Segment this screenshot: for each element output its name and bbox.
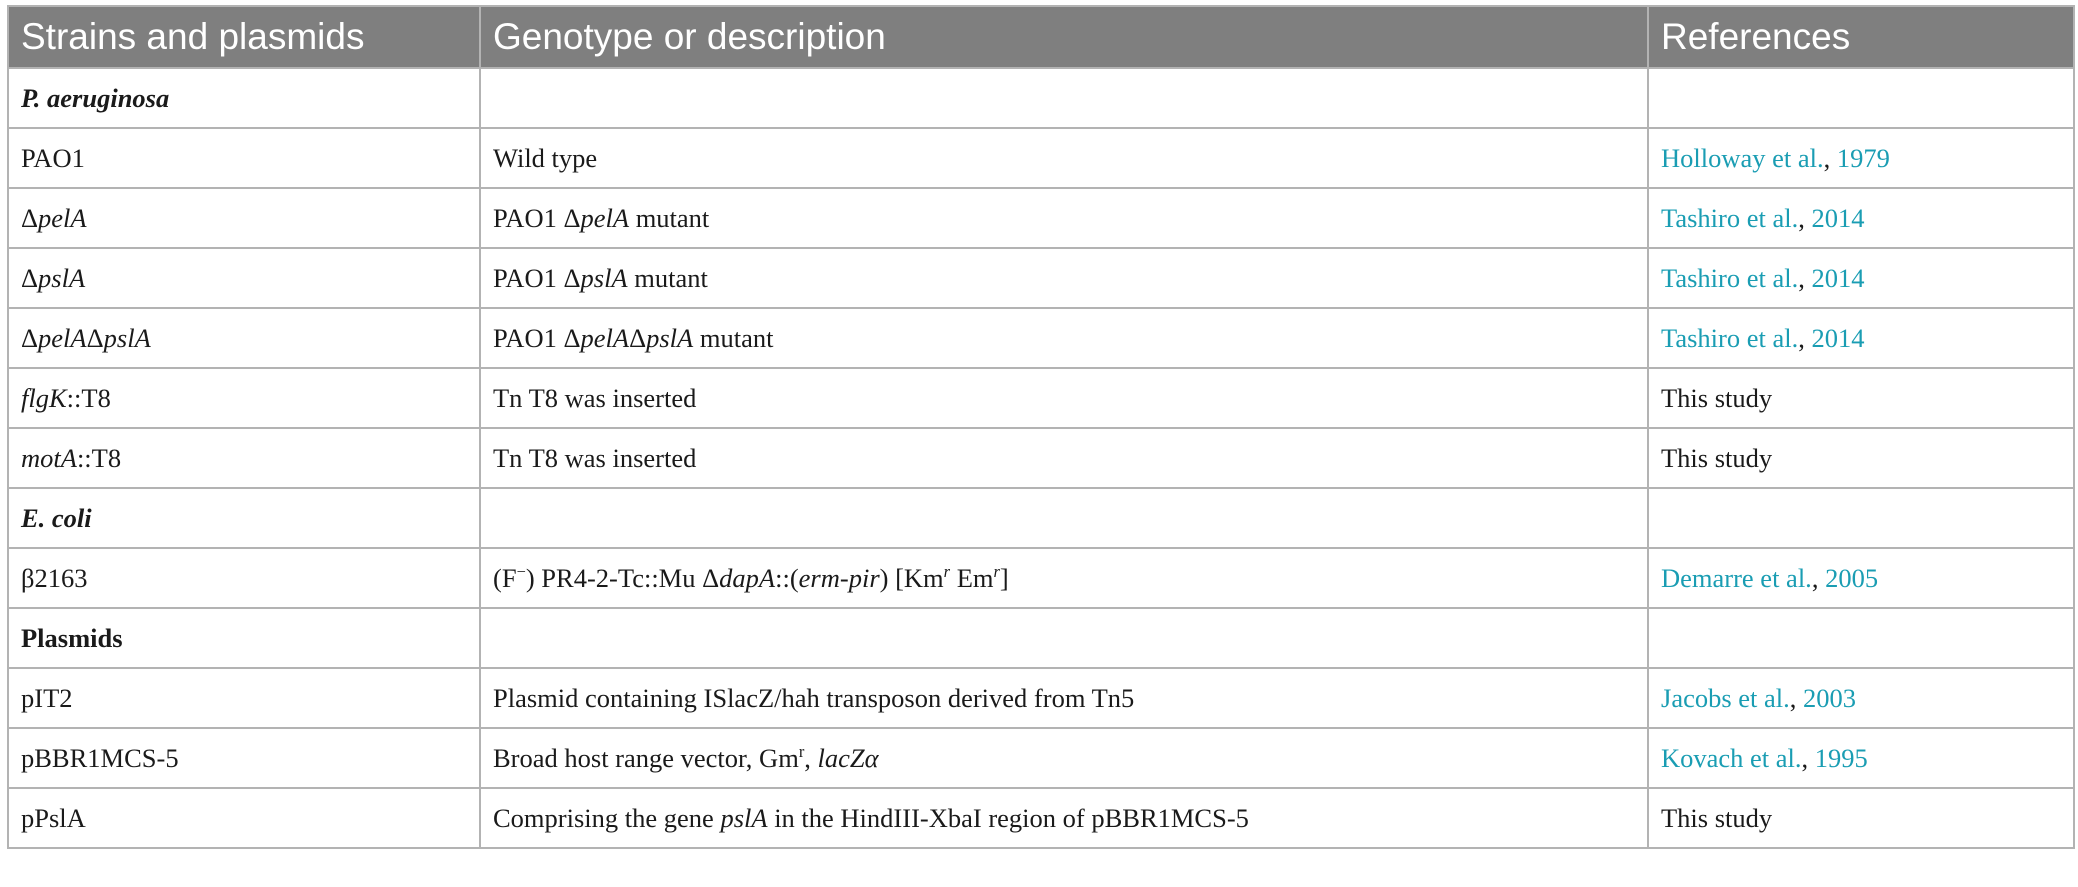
cell-reference <box>1648 248 2074 308</box>
text-segment: ::( <box>775 562 799 593</box>
cell-strain <box>8 68 480 128</box>
cell-description <box>480 488 1648 548</box>
text-segment: mutant <box>627 262 708 293</box>
text-segment: mutant <box>693 322 774 353</box>
cell-reference <box>1648 788 2074 848</box>
text-segment: flgK <box>21 382 67 413</box>
text-segment: , <box>1789 682 1804 713</box>
header-genotype-description: Genotype or description <box>480 6 1648 68</box>
text-segment: Plasmid containing ISlacZ/hah transposon derived from Tn5 <box>493 682 1135 713</box>
text-segment: − <box>516 561 526 581</box>
text-segment: in the HindIII-XbaI region of pBBR1MCS-5 <box>767 802 1249 833</box>
cell-strain <box>8 128 480 188</box>
text-segment: Tn T8 was inserted <box>493 382 697 413</box>
text-segment: , <box>1801 742 1815 773</box>
cell-description <box>480 308 1648 368</box>
header-references: References <box>1648 6 2074 68</box>
cell-description <box>480 188 1648 248</box>
cell-reference <box>1648 608 2074 668</box>
text-segment: PAO1 Δ <box>493 322 581 353</box>
cell-strain <box>8 488 480 548</box>
cell-description <box>480 68 1648 128</box>
text-segment: Wild type <box>493 142 598 173</box>
cell-reference <box>1648 728 2074 788</box>
text-segment: This study <box>1661 442 1773 473</box>
group-header-row <box>8 488 2074 548</box>
text-segment: pslA <box>103 322 151 353</box>
cell-strain <box>8 608 480 668</box>
table-row <box>8 548 2074 608</box>
cell-strain <box>8 548 480 608</box>
text-segment: pelA <box>38 322 87 353</box>
cell-description <box>480 728 1648 788</box>
cell-description <box>480 248 1648 308</box>
reference-link[interactable]: Holloway et al. <box>1661 142 1824 173</box>
reference-link[interactable]: 2014 <box>1811 322 1865 353</box>
text-segment: , <box>1798 202 1812 233</box>
cell-description <box>480 368 1648 428</box>
cell-description <box>480 788 1648 848</box>
text-segment: pPslA <box>21 802 86 833</box>
reference-link[interactable]: 2014 <box>1811 202 1865 233</box>
cell-reference <box>1648 188 2074 248</box>
text-segment: This study <box>1661 802 1773 833</box>
text-segment: Plasmids <box>21 622 123 653</box>
header-row <box>8 6 2074 68</box>
text-segment: Δ <box>629 322 647 353</box>
cell-reference <box>1648 128 2074 188</box>
group-header-row <box>8 68 2074 128</box>
text-segment: , <box>1798 322 1812 353</box>
cell-reference <box>1648 368 2074 428</box>
text-segment: mutant <box>629 202 710 233</box>
reference-link[interactable]: 2014 <box>1811 262 1865 293</box>
text-segment: r <box>993 561 1000 581</box>
text-segment: PAO1 <box>21 142 85 173</box>
text-segment: pslA <box>720 802 768 833</box>
table-body <box>8 68 2074 848</box>
table-row <box>8 668 2074 728</box>
reference-link[interactable]: 1995 <box>1814 742 1868 773</box>
cell-reference <box>1648 428 2074 488</box>
text-segment: P. aeruginosa <box>21 82 170 113</box>
cell-strain <box>8 728 480 788</box>
table-row <box>8 728 2074 788</box>
text-segment: lacZα <box>817 742 879 773</box>
text-segment: pIT2 <box>21 682 73 713</box>
text-segment: ] <box>999 562 1009 593</box>
text-segment: ::T8 <box>66 382 111 413</box>
text-segment: Comprising the gene <box>493 802 721 833</box>
text-segment: β2163 <box>21 562 88 593</box>
text-segment: pelA <box>580 322 630 353</box>
table-row <box>8 248 2074 308</box>
cell-strain <box>8 308 480 368</box>
cell-reference <box>1648 488 2074 548</box>
text-segment: , <box>804 742 818 773</box>
text-segment: , <box>1798 262 1812 293</box>
cell-description <box>480 548 1648 608</box>
text-segment: r <box>943 561 951 581</box>
cell-reference <box>1648 668 2074 728</box>
text-segment: , <box>1823 142 1837 173</box>
table-row <box>8 308 2074 368</box>
reference-link[interactable]: 1979 <box>1836 142 1890 173</box>
text-segment: Δ <box>21 202 39 233</box>
reference-link[interactable]: Demarre et al. <box>1661 562 1812 593</box>
text-segment: PAO1 Δ <box>493 262 581 293</box>
cell-description <box>480 428 1648 488</box>
text-segment: pslA <box>38 262 86 293</box>
cell-strain <box>8 668 480 728</box>
reference-link[interactable]: Tashiro et al. <box>1661 322 1799 353</box>
cell-reference <box>1648 548 2074 608</box>
text-segment: erm-pir <box>798 562 880 593</box>
cell-strain <box>8 428 480 488</box>
reference-link[interactable]: Tashiro et al. <box>1661 262 1799 293</box>
cell-strain <box>8 188 480 248</box>
table-row <box>8 368 2074 428</box>
reference-link[interactable]: Tashiro et al. <box>1661 202 1799 233</box>
text-segment: pslA <box>580 262 628 293</box>
cell-description <box>480 128 1648 188</box>
cell-description <box>480 668 1648 728</box>
strains-plasmids-table <box>7 5 2075 849</box>
header-strains-plasmids: Strains and plasmids <box>8 6 480 68</box>
text-segment: Em <box>950 562 994 593</box>
text-segment: Δ <box>86 322 104 353</box>
table-header <box>8 6 2074 68</box>
text-segment: r <box>798 741 805 761</box>
text-segment: pslA <box>646 322 694 353</box>
cell-strain <box>8 248 480 308</box>
text-segment: Δ <box>21 322 39 353</box>
text-segment: PAO1 Δ <box>493 202 581 233</box>
cell-reference <box>1648 68 2074 128</box>
text-segment: ::T8 <box>76 442 122 473</box>
group-header-row <box>8 608 2074 668</box>
cell-description <box>480 608 1648 668</box>
reference-link[interactable]: Jacobs et al. <box>1661 682 1790 713</box>
text-segment: ) PR4-2-Tc::Mu Δ <box>525 562 720 593</box>
table-row <box>8 128 2074 188</box>
text-segment: pelA <box>38 202 87 233</box>
reference-link[interactable]: Kovach et al. <box>1661 742 1802 773</box>
cell-strain <box>8 368 480 428</box>
table-row <box>8 788 2074 848</box>
text-segment: Tn T8 was inserted <box>493 442 697 473</box>
text-segment: pBBR1MCS-5 <box>21 742 179 773</box>
reference-link[interactable]: 2005 <box>1825 562 1879 593</box>
text-segment: Δ <box>21 262 39 293</box>
text-segment: motA <box>21 442 77 473</box>
cell-strain <box>8 788 480 848</box>
text-segment: Broad host range vector, Gm <box>493 742 799 773</box>
text-segment: pelA <box>580 202 630 233</box>
cell-reference <box>1648 308 2074 368</box>
text-segment: , <box>1811 562 1826 593</box>
text-segment: ) [Km <box>879 562 944 593</box>
table-row <box>8 188 2074 248</box>
text-segment: This study <box>1661 382 1773 413</box>
text-segment: dapA <box>719 562 776 593</box>
reference-link[interactable]: 2003 <box>1803 682 1857 713</box>
text-segment: E. coli <box>21 502 92 533</box>
table-row <box>8 428 2074 488</box>
text-segment: (F <box>493 562 517 593</box>
